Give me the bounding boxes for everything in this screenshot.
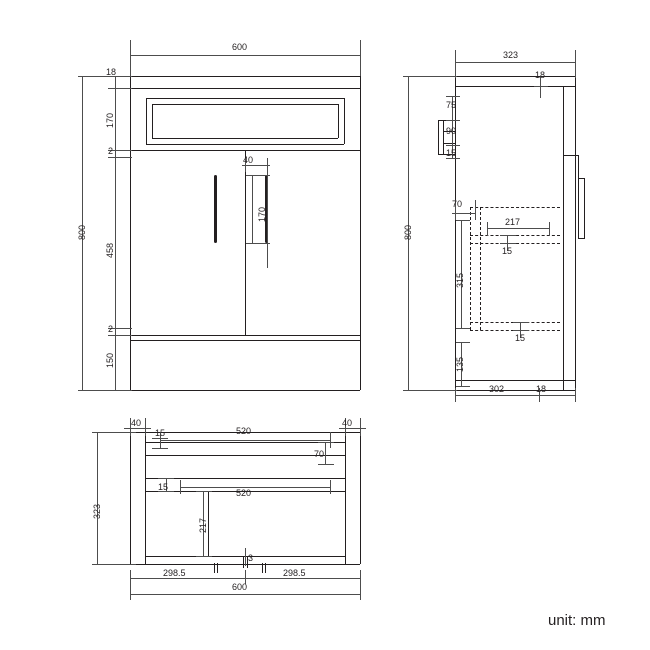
dim-line-15-top <box>160 438 161 448</box>
top-shelf-front <box>145 442 345 443</box>
side-top <box>455 76 575 77</box>
dim-tick-217t-a <box>196 491 212 492</box>
dim-ext-520-b <box>330 432 331 448</box>
dim-tick-15l-a <box>513 322 529 323</box>
side-rear-edge <box>575 76 576 390</box>
dim-ext-323t-b <box>92 564 136 565</box>
dim-tick-s4 <box>446 158 460 159</box>
dim-tick-s1 <box>446 96 460 97</box>
dim-label-15-mid: 15 <box>158 482 169 492</box>
basin-inner-left <box>146 98 147 144</box>
side-handle-outer <box>578 178 579 238</box>
dim-label-302: 302 <box>489 384 505 394</box>
side-shelf-front-dashed <box>470 207 471 330</box>
dim-label-40-right: 40 <box>342 418 353 428</box>
side-handle-top <box>578 178 585 179</box>
basin-bowl-right <box>338 104 339 138</box>
dim-label-170-front: 170 <box>105 112 115 128</box>
dim-line-70-top <box>325 442 326 464</box>
dim-label-520-mid: 520 <box>236 488 252 498</box>
top-left-edge <box>130 432 131 564</box>
dim-label-458: 458 <box>105 242 115 258</box>
dim-tick-315-top <box>456 220 470 221</box>
dim-ext-70-b <box>475 200 476 220</box>
dim-tick-15l-b <box>513 330 529 331</box>
dim-tick-15u-a <box>500 235 516 236</box>
dim-label-520-top: 520 <box>236 426 252 436</box>
dim-ext-217-b <box>549 222 550 236</box>
dim-ext-323-left <box>455 50 456 78</box>
side-bracket-mid2 <box>443 143 455 144</box>
dim-ext-302-a <box>455 388 456 402</box>
side-bottom <box>455 390 575 391</box>
top-leg-right2 <box>265 563 266 573</box>
top-leg-left2 <box>217 563 218 573</box>
dim-ext-520m-b <box>330 480 331 494</box>
dim-ext-40L-b <box>145 418 146 436</box>
dim-tick-18-side <box>534 86 548 87</box>
dim-label-40-left: 40 <box>131 418 142 428</box>
basin-bowl-top <box>152 104 338 105</box>
side-handle-arm-v <box>578 155 579 178</box>
dim-ext-40R-b <box>360 418 361 436</box>
dim-tick-s2 <box>446 120 460 121</box>
dim-label-18-side: 18 <box>535 70 546 80</box>
dim-line-323-side <box>455 62 575 63</box>
dim-ext-2985-a <box>130 570 131 600</box>
dim-label-75: 75 <box>446 100 457 110</box>
dim-label-70-top: 70 <box>314 449 325 459</box>
dim-ext-3-c <box>245 548 246 566</box>
dim-label-3: 3 <box>248 553 254 563</box>
front-body-right <box>360 76 361 390</box>
side-top-lip <box>455 86 575 87</box>
dim-line-40R <box>339 428 366 429</box>
basin-inner-right <box>344 98 345 144</box>
side-inner-rear <box>563 86 564 390</box>
dim-label-15-bracket: 15 <box>446 148 457 158</box>
top-right-inner <box>345 432 346 564</box>
dim-label-600-top: 600 <box>232 582 248 592</box>
dim-ext-800s-bottom <box>403 390 457 391</box>
top-right-edge <box>360 432 361 564</box>
top-left-inner <box>145 432 146 564</box>
dim-label-800-front: 800 <box>77 224 87 240</box>
basin-top-edge <box>130 76 360 77</box>
dim-line-323-top <box>97 432 98 564</box>
dim-ext-323-right <box>575 50 576 78</box>
dim-line-520-mid <box>180 487 330 488</box>
dim-label-315: 315 <box>455 272 465 288</box>
dim-label-217-side: 217 <box>505 217 521 227</box>
dim-label-2985-right: 298.5 <box>283 568 306 578</box>
top-center-div-a <box>243 556 244 568</box>
dim-line-40-handle <box>242 165 270 166</box>
front-drawer-top <box>130 340 360 341</box>
side-bracket-left <box>438 120 439 154</box>
dim-tick-15m-a <box>158 478 174 479</box>
dim-ext-217-a <box>487 222 488 236</box>
dim-tick-135-top <box>456 342 470 343</box>
dim-label-217-top: 217 <box>198 517 208 533</box>
dim-label-2-lower: 2 <box>108 324 114 334</box>
basin-inner-bottom <box>146 144 344 145</box>
dim-tick-s3 <box>446 145 460 146</box>
dim-line-520-top <box>160 440 330 441</box>
dim-label-15-upper: 15 <box>502 246 513 256</box>
dim-tick-70t-a <box>318 442 334 443</box>
dim-tick-135-bot <box>456 386 470 387</box>
front-body-bottom <box>130 390 360 391</box>
dim-line-bottom-side <box>455 395 575 396</box>
dim-ext-800s-top <box>403 76 457 77</box>
dim-tick-217t-b <box>196 556 212 557</box>
basin-lip <box>130 88 360 89</box>
dim-chain-front <box>115 76 116 390</box>
dim-label-70-side: 70 <box>452 199 463 209</box>
side-shelf-front2-dashed <box>480 207 481 330</box>
dim-label-2-upper: 2 <box>108 146 114 156</box>
dim-tick-15t-b <box>152 448 168 449</box>
dim-label-15-lower: 15 <box>515 333 526 343</box>
dim-tick-f2 <box>108 88 132 89</box>
side-bracket-left2 <box>443 120 444 154</box>
dim-label-135: 135 <box>455 356 465 372</box>
dim-ext-18b <box>575 388 576 402</box>
side-handle-arm-top <box>563 155 578 156</box>
dim-label-323-side: 323 <box>503 50 519 60</box>
dim-tick-70t-b <box>318 464 334 465</box>
top-mid-front <box>145 478 345 479</box>
dim-label-90: 90 <box>446 126 457 136</box>
dim-label-600-front: 600 <box>232 42 248 52</box>
dim-tick-f7 <box>108 390 132 391</box>
dim-ext-170h-top <box>246 175 270 176</box>
dim-line-600-top <box>130 594 360 595</box>
dim-label-323-top: 323 <box>92 503 102 519</box>
dim-ext-520m-a <box>180 480 181 494</box>
dim-ext-2985-c <box>360 570 361 600</box>
top-leg-left <box>214 563 215 573</box>
dim-ext-600-left <box>130 40 131 76</box>
dim-line-40L <box>124 428 151 429</box>
basin-bowl-bottom <box>152 138 338 139</box>
dim-tick-f6 <box>108 335 132 336</box>
dim-label-800-side: 800 <box>403 224 413 240</box>
basin-bowl-left <box>152 104 153 138</box>
dim-ext-600-right <box>360 40 361 76</box>
dim-tick-f4 <box>108 157 132 158</box>
dim-line-217-side <box>487 228 549 229</box>
dim-label-40-handle: 40 <box>243 155 254 165</box>
unit-label: unit: mm <box>548 612 606 629</box>
top-inner-div <box>208 491 209 556</box>
side-handle-bottom <box>578 238 585 239</box>
side-plinth-line <box>455 380 575 381</box>
front-body-left <box>130 76 131 390</box>
dim-tick-315-bot <box>456 328 470 329</box>
dim-ext-170h-bot <box>246 243 270 244</box>
basin-inner-top <box>146 98 344 99</box>
dim-label-18-bottom: 18 <box>536 384 547 394</box>
dim-label-170-handle: 170 <box>257 206 267 222</box>
dim-label-15-top: 15 <box>155 428 166 438</box>
dim-line-170-handle <box>252 175 253 243</box>
dim-label-2985-left: 298.5 <box>163 568 186 578</box>
front-door-bottom <box>130 335 360 336</box>
dim-tick-15u-b <box>500 243 516 244</box>
side-shelf-cap-dashed <box>470 207 560 208</box>
side-handle-inner <box>584 178 585 238</box>
dim-ext-323t-a <box>92 432 136 433</box>
dim-label-18-front: 18 <box>106 67 117 77</box>
dim-label-150: 150 <box>105 352 115 368</box>
top-leg-right <box>262 563 263 573</box>
dim-line-600-front <box>130 55 360 56</box>
left-door-handle <box>214 175 217 243</box>
